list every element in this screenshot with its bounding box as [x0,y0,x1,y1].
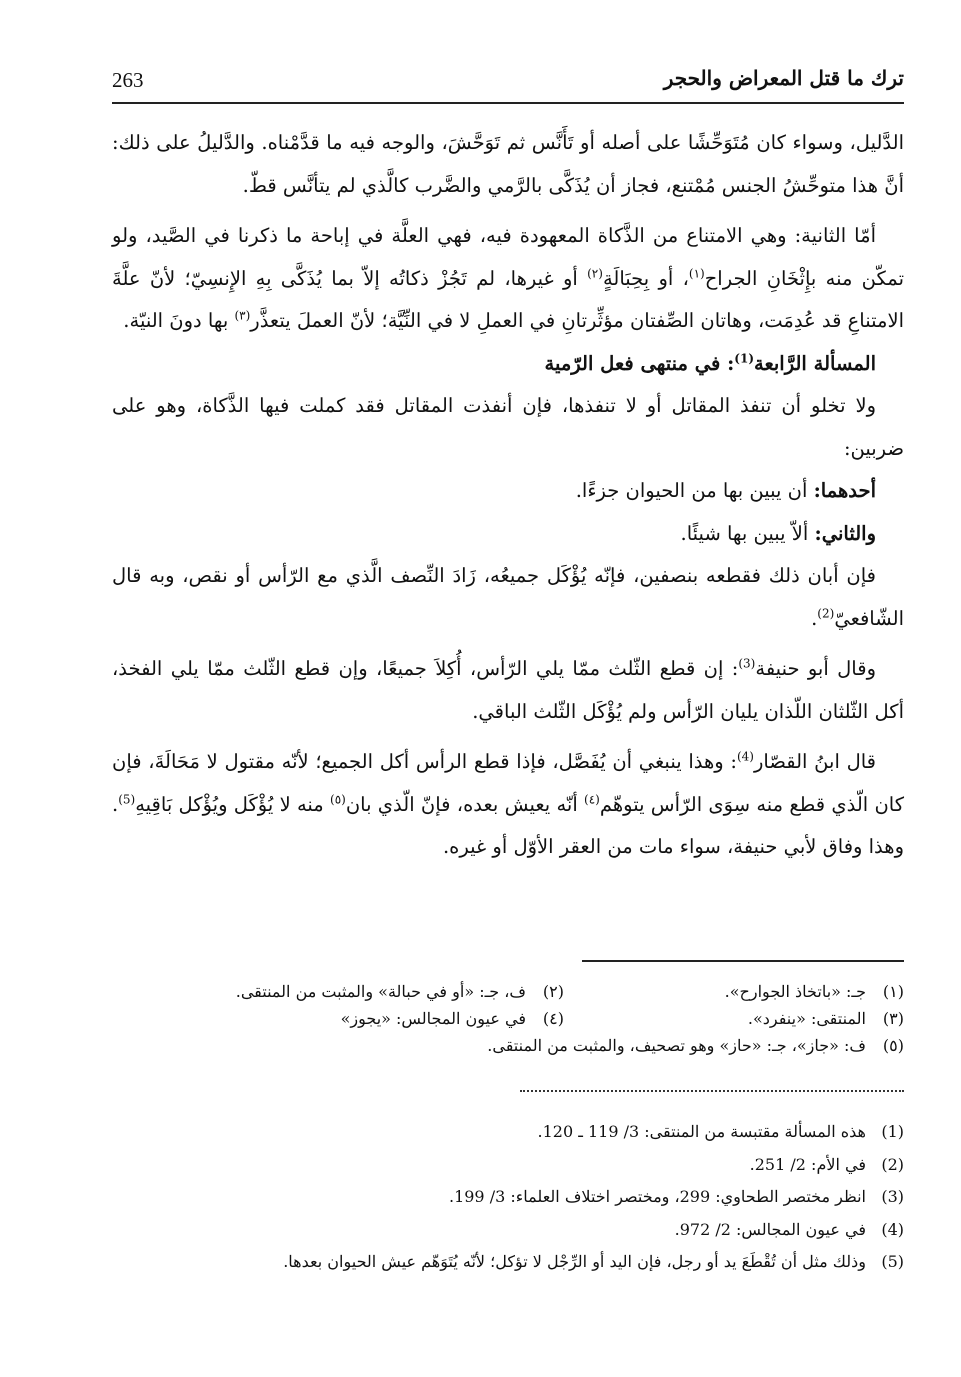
paragraph-6: فإن أبان ذلك فقطعه بنصفين، فإنّه يُؤْكَل جميعُه، زَادَ النِّصف الَّذي مع الرّأس أو نقص، وبه قال الشّافعيّ$^{(2)}$. [112,564,904,630]
footnote-divider [520,1090,904,1092]
paragraph-8: قال ابنُ القصّار$^{(4)}$: وهذا ينبغي أن يُفَصَّل، فإذا قطع الرأس أكل الجميع؛ لأنّه مقتول لا مَحَالَةَ، فإن كان الّذي قطع منه سِوَى الرّأس يتوهّم$^{(٤)}$ أنّه يعيش بعده، فإنّ الّذي بان$^{(٥)}$ منه لا يُؤْكَل ويُؤْكل بَاقِيهِ$^{(5)}$. وهذا وفاق لأبي حنيفة، سواء مات من العقر الأوّل أو غيره. [112,749,904,858]
section-heading: المسألة الرَّابعة$^{(1)}$: في منتهى فعل الرّمية [544,351,876,375]
apparatus-ref: (٤) [584,792,600,806]
paragraph-7: وقال أبو حنيفة$^{(3)}$: إن قطع الثّلث ممّا يلي الرّأس، أُكِلاَ جميعًا، وإن قطع الثّلث ممّا يلي الفخذ، أكل الثّلثان اللّذان يليان الرّأس ولم يُؤْكَل الثّلث الباقي. [112,656,904,723]
running-title: ترك ما قتل المعراض والحجر [663,66,904,90]
footnote-ref: (1) [734,351,755,365]
paragraph-2: أمّا الثانية: وهي الامتناع من الذَّكاة المعهودة فيه، فهي العلَّة في إباحة ما ذكرنا في الصَّيد، ولو تمكّن منه بإِثْخَانِ الجراح$^{(١)}$، أو بِحِبَالَةٍ$^{(٢)}$ أو غيرها، لم تَجُزْ ذكاتُه إلاّ بما يُذَكَّى بِهِ الإِنسِيّ؛ لأنّ علَّةَ الامتناعِ قد عُدِمَت، وهاتان الصِّفتان مؤثِّرتانِ في العملِ لا في النِّيَّة؛ لأنّ العملَ يتعذَّر$^{(٣)}$ بها دونَ النيّة. [112,224,904,332]
apparatus-ref: (٥) [330,792,346,806]
footnote-item: (4) في عيون المجالس: 2/ 972. [674,1219,904,1239]
apparatus-ref: (٢) [587,266,603,280]
apparatus-row: (٥) ف: «جاز»، جـ: «حاز» وهو تصحيف، والمثبت من المنتقى. [487,1036,904,1055]
heading-title: في منتهى فعل الرّمية [544,351,721,375]
critical-apparatus [112,978,904,1059]
paragraph-4: أحدهما: أن يبين بها من الحيوان جزءًا. [575,479,876,502]
footnote-ref: (3) [738,656,756,671]
footnote-ref: (4) [736,749,754,764]
footnote-ref: (2) [817,606,835,620]
apparatus-row: (٣) المنتقى: «ينفرد». (٤) في عيون المجالس: «يجوز» [340,1009,904,1028]
paragraph-1: الدَّليل، وسواء كان مُتَوَحِّشًا على أصله أو تَأَنَّس ثم تَوَحَّشَ، والوجه فيه ما قدَّمْناه. والدَّليلُ على ذلك: أنَّ هذا متوحِّشُ الجنس مُمْتنع، فجاز أن يُذَكَّى بالرَّمي والضَّرب كالَّذي لم يتأنَّس قطّ. [112,131,904,197]
heading-label: المسألة الرَّابعة [754,351,876,375]
footnote-ref: (5) [118,792,136,806]
footnote-item: (2) في الأم: 2/ 251. [749,1154,904,1174]
apparatus-ref: (١) [688,266,705,280]
footnote-item: (1) هذه المسألة مقتبسة من المنتقى: 3/ 119 ـ 120. [537,1122,904,1141]
footnote-item: (3) انظر مختصر الطحاوي: 299، ومختصر اختلاف العلماء: 3/ 199. [448,1187,904,1206]
paragraph-5: والثاني: ألاّ يبين بها شيئًا. [680,521,876,545]
apparatus-ref: (٣) [234,308,251,323]
paragraph-3: ولا تخلو أن تنفذ المقاتل أو لا تنفذها، فإن أنفذت المقاتل فقد كملت فيها الذَّكاة، وهو على ضربين: [112,394,904,460]
page-header [112,62,904,104]
apparatus-row: (١) جـ: «باتخاذ الجوارح». (٢) ف، جـ: «أو في حبالة» والمثبت من المنتقى. [235,982,904,1001]
footnotes [112,1116,904,1279]
main-text [112,122,904,869]
page-number: 263 [112,68,144,92]
footnote-item: (5) وذلك مثل أن تُقْطَعَ يد أو رجل، فإن اليد أو الرِّجْل لا تؤكل؛ لأنّه يُتَوَهّم عيش الحيوان بعدها. [283,1252,904,1271]
apparatus-divider [582,960,904,962]
